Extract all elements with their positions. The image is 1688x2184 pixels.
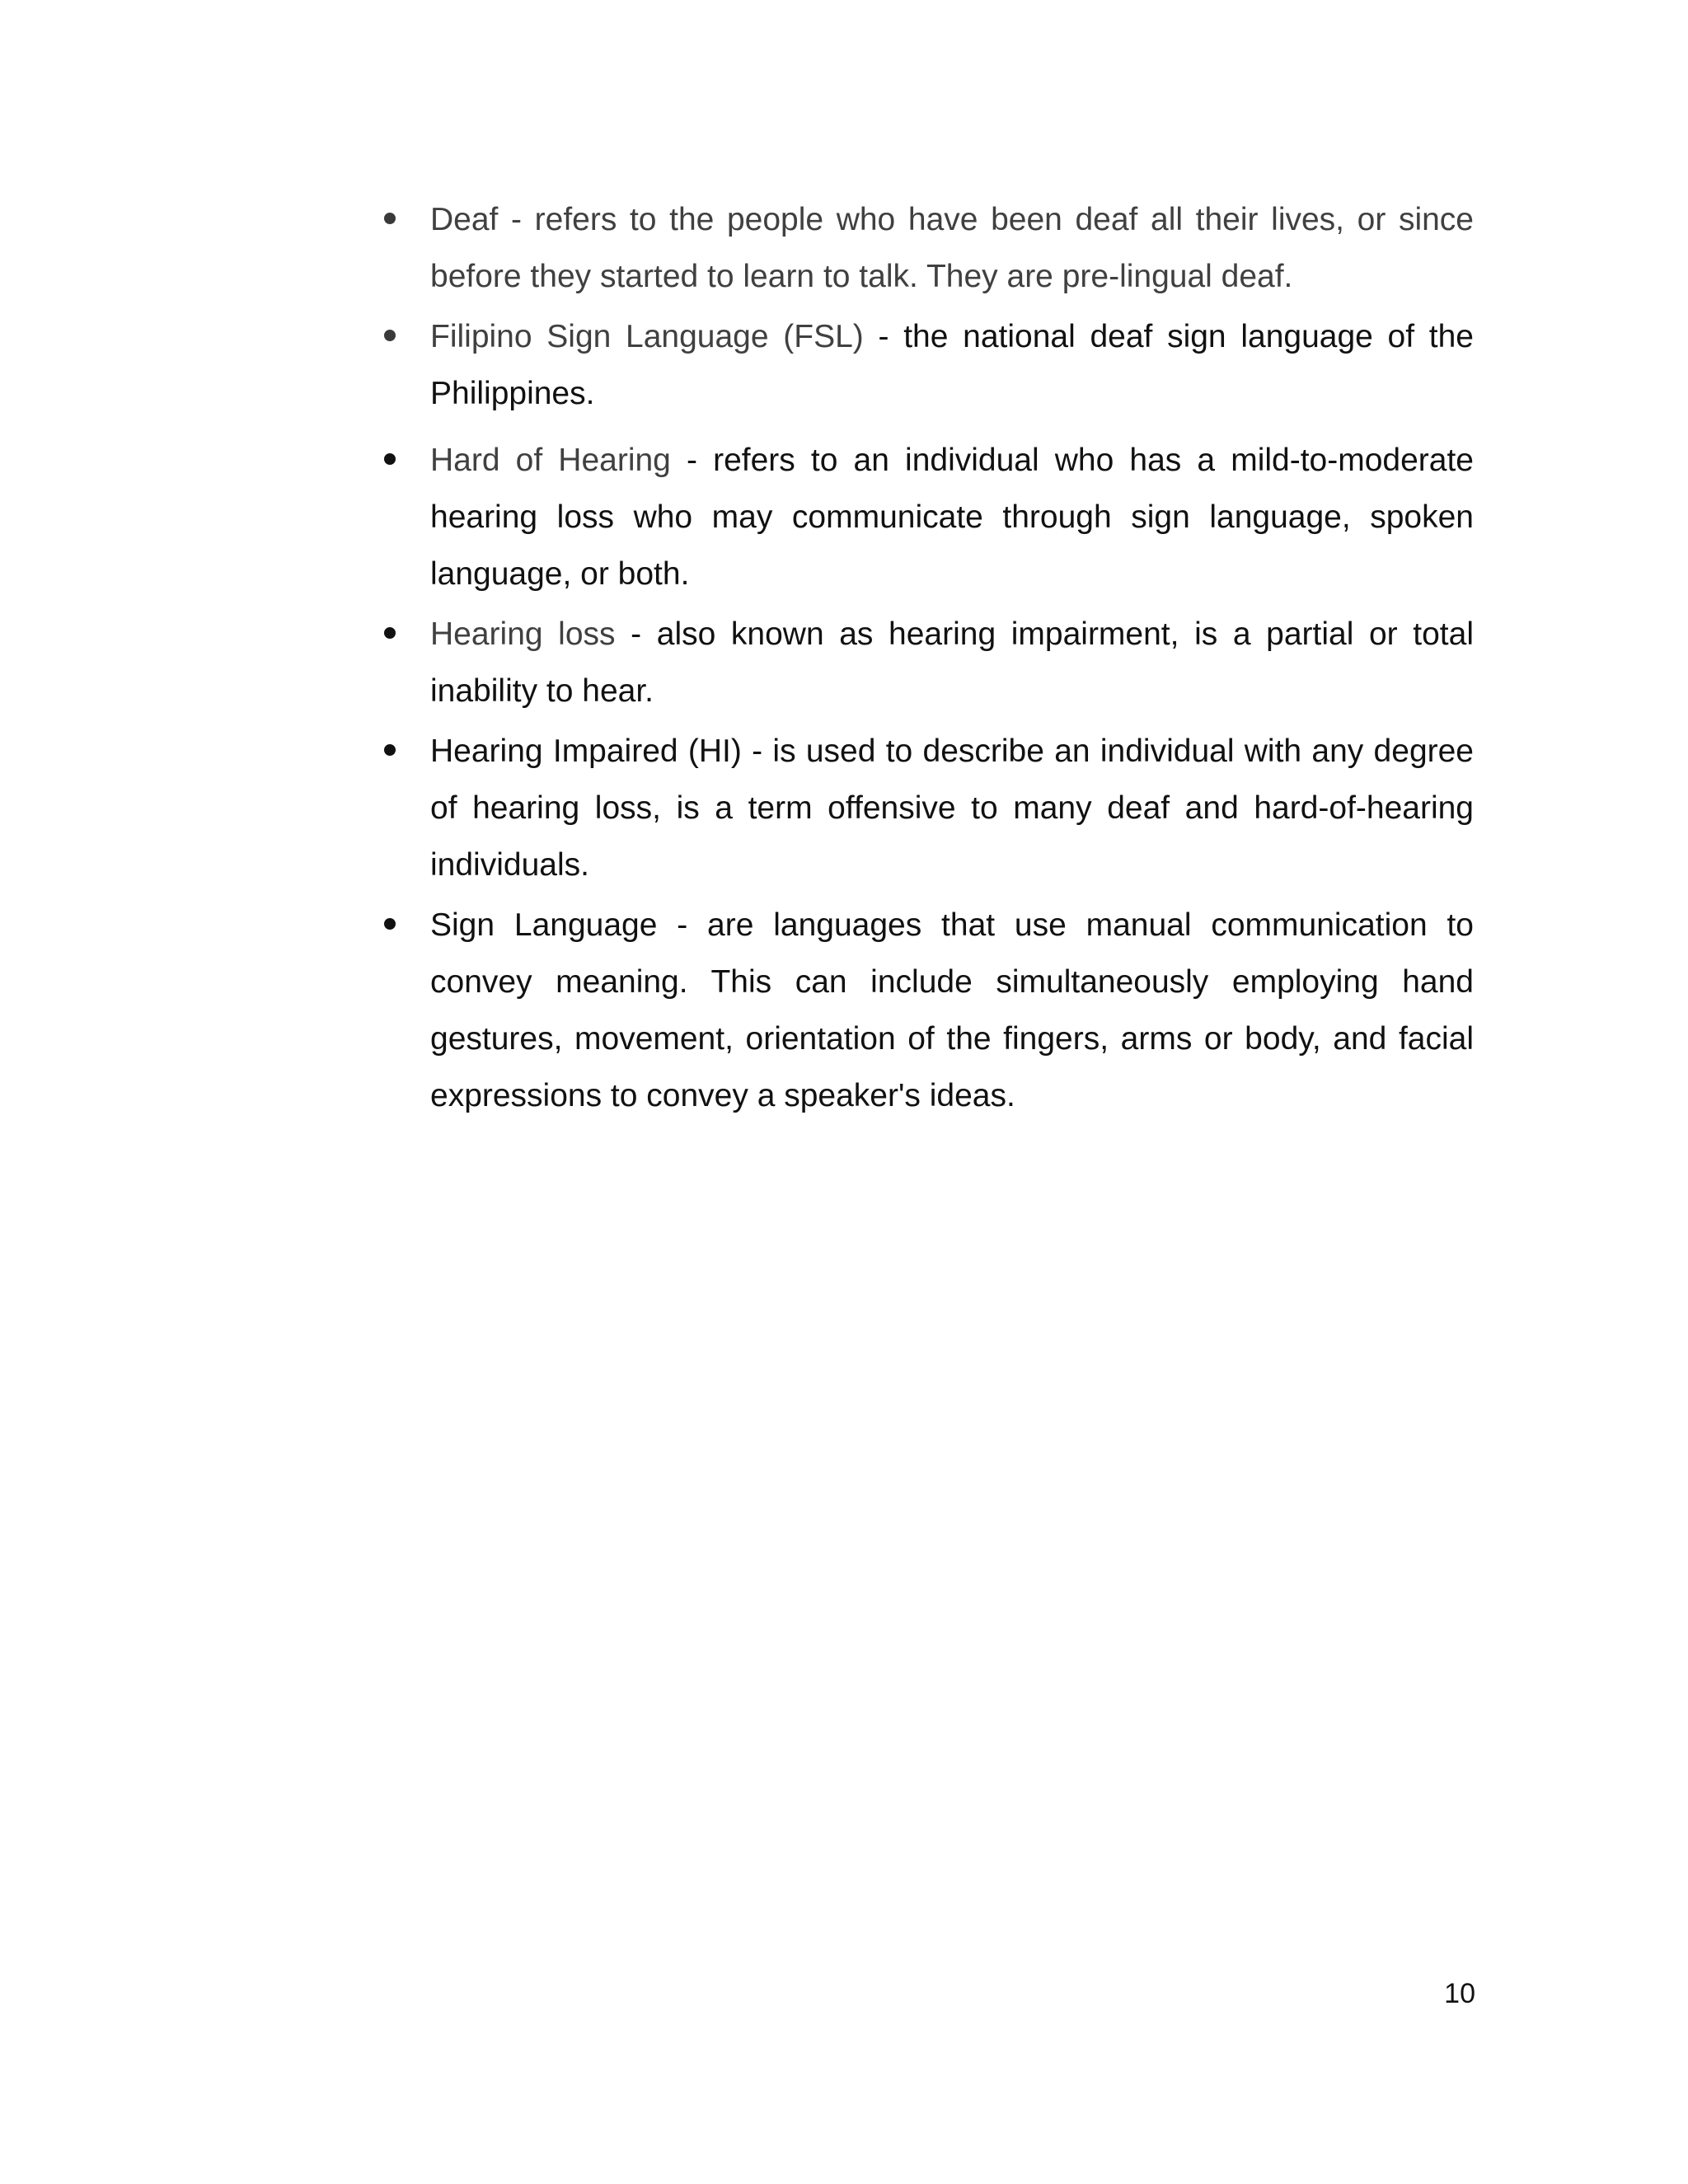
definitions-list [377, 191, 1474, 1124]
term-label: Hard of Hearing [430, 443, 671, 478]
list-item-hard-of-hearing [377, 432, 1474, 602]
term-label: Sign Language [430, 907, 658, 943]
definitions-section [377, 191, 1474, 1127]
bullet-icon [384, 213, 396, 224]
bullet-icon [384, 744, 396, 756]
term-separator: - [863, 319, 904, 354]
bullet-icon [384, 918, 396, 930]
definition-text: refers to an individual who has a mild-to-moderate hearing loss who may communicate through sign language, spoken language, or both. [430, 443, 1474, 592]
term-separator: - [670, 443, 714, 478]
term-label: Hearing loss [430, 616, 616, 652]
term-label: Hearing Impaired (HI) [430, 733, 742, 769]
definition-text: are languages that use manual communication to convey meaning. This can include simultaneously employing hand gestures, movement, orientation of the fingers, arms or body, and facial expressions to convey a speaker's ideas. [430, 907, 1474, 1113]
list-item-deaf [377, 191, 1474, 305]
term-label: Deaf [430, 202, 499, 237]
definition-text: the national deaf sign language of the Philippines. [430, 319, 1474, 411]
page-number: 10 [1444, 1978, 1475, 2009]
definition-text: is used to describe an individual with any degree of hearing loss, is a term offensive to many deaf and hard-of-hearing individuals. [430, 733, 1474, 883]
list-item-fsl [377, 308, 1474, 422]
term-separator: - [498, 202, 535, 237]
bullet-icon [384, 330, 396, 341]
bullet-icon [384, 627, 396, 639]
definition-text: also known as hearing impairment, is a partial or total inability to hear. [430, 616, 1474, 709]
term-separator: - [741, 733, 773, 769]
bullet-icon [384, 453, 396, 465]
definition-text: refers to the people who have been deaf all their lives, or since before they started to learn to talk. They are pre-lingual deaf. [430, 202, 1474, 294]
term-separator: - [657, 907, 708, 943]
list-item-hearing-impaired [377, 723, 1474, 893]
term-separator: - [615, 616, 657, 652]
list-item-sign-language [377, 897, 1474, 1124]
list-item-hearing-loss [377, 606, 1474, 719]
term-label: Filipino Sign Language (FSL) [430, 319, 864, 354]
